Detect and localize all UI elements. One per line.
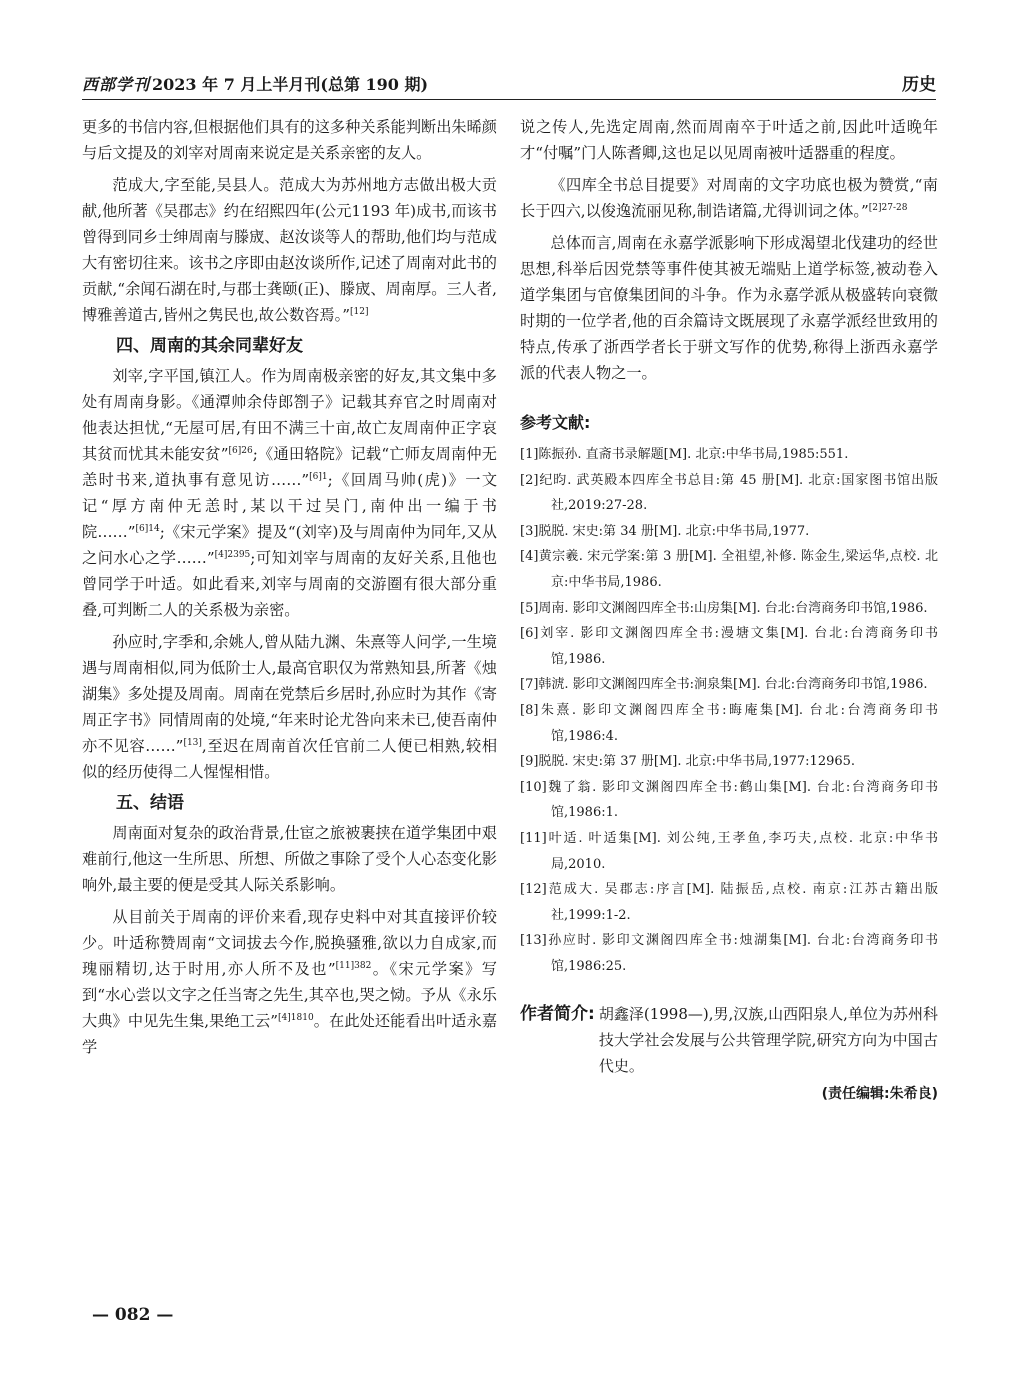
citation: [6]14	[135, 524, 160, 534]
paragraph: 周南面对复杂的政治背景,仕宦之旅被裹挟在道学集团中艰难前行,他这一生所思、所想、所做之事除了受个人心态变化影响外,最主要的便是受其人际关系影响。	[82, 824, 497, 894]
references-heading: 参考文献:	[520, 413, 591, 432]
paragraph: 从目前关于周南的评价来看,现存史料中对其直接评价较少。叶适称赞周南“文词拔去今作,脱换骚雅,欲以力自成家,而瑰丽精切,达于时用,亦人所不及也”$^{[11]382}$。《宋元学案》写到“水心尝以文字之任当寄之先生,其卒也,哭之恸。予从《永乐大典》中见先生集,果绝工云”$^{[4]1810}$。在此处还能看出叶适永嘉学	[82, 908, 498, 1056]
reference-item: [8]朱熹. 影印文渊阁四库全书:晦庵集[M]. 台北:台湾商务印书馆,1986:4.	[520, 702, 938, 744]
bio-label: 作者简介:	[520, 1004, 595, 1025]
section-heading: 五、结语	[116, 793, 184, 813]
reference-item: [1]陈振孙. 直斋书录解题[M]. 北京:中华书局,1985:551.	[520, 447, 849, 462]
citation: [12]	[350, 307, 369, 317]
running-header	[82, 70, 936, 100]
paragraph: 《四库全书总目提要》对周南的文字功底也极为赞赏,“南长于四六,以俊逸流丽见称,制诰诸篇,尤得训词之体。”$^{[2]27-28}$	[520, 176, 938, 220]
paragraph: 说之传人,先选定周南,然而周南卒于叶适之前,因此叶适晚年才“付嘱”门人陈耆卿,这也足以见周南被叶适器重的程度。	[520, 118, 938, 162]
issue-label: 2023 年 7 月上半月刊(总第 190 期)	[152, 75, 429, 94]
journal-logo: 西部学刊	[82, 75, 151, 94]
reference-list	[520, 442, 938, 979]
right-column	[520, 114, 938, 1107]
reference-item: [11]叶适. 叶适集[M]. 刘公纯,王孝鱼,李巧夫,点校. 北京:中华书局,2010.	[520, 830, 938, 872]
section-label: 历史	[902, 75, 936, 95]
paragraph: 更多的书信内容,但根据他们具有的这多种关系能判断出朱晞颜与后文提及的刘宰对周南来说定是关系亲密的友人。	[82, 118, 497, 162]
citation: [4]2395	[214, 550, 251, 560]
reference-item: [7]韩淲. 影印文渊阁四库全书:涧泉集[M]. 台北:台湾商务印书馆,1986.	[520, 677, 928, 693]
reference-item: [10]魏了翁. 影印文渊阁四库全书:鹤山集[M]. 台北:台湾商务印书馆,1986:1.	[520, 779, 938, 821]
journal-issue	[82, 72, 428, 95]
page-number: — 082 —	[92, 1305, 174, 1325]
reference-item: [2]纪昀. 武英殿本四库全书总目:第 45 册[M]. 北京:国家图书馆出版社,2019:27-28.	[520, 472, 938, 514]
left-column	[82, 114, 497, 1060]
paragraph: 总体而言,周南在永嘉学派影响下形成渴望北伐建功的经世思想,科举后因党禁等事件使其被无端贴上道学标签,被动卷入道学集团与官僚集团间的斗争。作为永嘉学派从极盛转向衰微时期的一位学者,他的百余篇诗文既展现了永嘉学派经世致用的特点,传承了浙西学者长于骈文写作的优势,称得上浙西永嘉学派的代表人物之一。	[520, 234, 938, 382]
reference-item: [3]脱脱. 宋史:第 34 册[M]. 北京:中华书局,1977.	[520, 523, 810, 539]
paragraph: 范成大,字至能,吴县人。范成大为苏州地方志做出极大贡献,他所著《吴郡志》约在绍熙四年(公元1193 年)成书,而该书曾得到同乡士绅周南与滕宬、赵汝谈等人的帮助,他们均与范成大有密切往来。该书之序即由赵汝谈所作,记述了周南对此书的贡献,“余闻石湖在时,与郡士龚颐(正)、滕宬、周南厚。三人者,博雅善道古,皆州之隽民也,故公数咨焉。”[12]	[82, 176, 497, 324]
bio-text: 胡鑫泽(1998—),男,汉族,山西阳泉人,单位为苏州科技大学社会发展与公共管理学院,研究方向为中国古代史。	[598, 1005, 938, 1076]
citation: [13]	[183, 738, 202, 748]
citation: [6]26	[228, 446, 253, 456]
paragraph: 刘宰,字平国,镇江人。作为周南极亲密的好友,其文集中多处有周南身影。《通潭帅余侍郎劄子》记载其弃官之时周南对他表达担忧,“无屋可居,有田不满三十亩,故亡友周南仲正字哀其贫而忧其未能安贫”$^{[6]26}$;《通田辂院》记载“亡师友周南仲无恙时书来,道执事有意见访……”$^{[6]1}$;《回周马帅(虎)》一文记“厚方南仲无恙时,某以干过吴门,南仲出一编于书院……”$^{[6]14}$;《宋元学案》提及“(刘宰)及与周南仲为同年,又从之问水心之学……”$^{[4]2395}$;可知刘宰与周南的友好关系,且他也曾同学于叶适。如此看来,刘宰与周南的交游圈有很大部分重叠,可判断二人的关系极为亲密。	[82, 367, 498, 619]
reference-item: [6]刘宰. 影印文渊阁四库全书:漫塘文集[M]. 台北:台湾商务印书馆,1986.	[520, 626, 938, 667]
reference-item: [5]周南. 影印文渊阁四库全书:山房集[M]. 台北:台湾商务印书馆,1986.	[520, 600, 928, 616]
reference-item: [4]黄宗羲. 宋元学案:第 3 册[M]. 全祖望,补修. 陈金生,梁运华,点校. 北京:中华书局,1986.	[520, 549, 938, 590]
section-heading: 四、周南的其余同辈好友	[116, 336, 303, 356]
citation: [6]1	[309, 472, 328, 482]
reference-item: [13]孙应时. 影印文渊阁四库全书:烛湖集[M]. 台北:台湾商务印书馆,1986:25.	[520, 933, 938, 974]
reference-item: [12]范成大. 吴郡志:序言[M]. 陆振岳,点校. 南京:江苏古籍出版社,1999:1-2.	[520, 882, 938, 923]
author-bio	[520, 1001, 938, 1079]
citation: [2]27-28	[868, 203, 908, 213]
citation: [11]382	[335, 961, 372, 971]
reference-item: [9]脱脱. 宋史:第 37 册[M]. 北京:中华书局,1977:12965.	[520, 754, 856, 770]
paragraph: 孙应时,字季和,余姚人,曾从陆九渊、朱熹等人问学,一生境遇与周南相似,同为低阶士人,最高官职仅为常熟知县,所著《烛湖集》多处提及周南。周南在党禁后乡居时,孙应时为其作《寄周正字书》同情周南的处境,“年来时论尤咎向来未已,使吾南仲亦不见容……”[13],至迟在周南首次任官前二人便已相熟,较相似的经历使得二人惺惺相惜。	[82, 633, 498, 781]
citation: [4]1810	[278, 1013, 314, 1023]
header-rule	[82, 99, 936, 100]
editor-credit: (责任编辑:朱希良)	[821, 1086, 938, 1103]
